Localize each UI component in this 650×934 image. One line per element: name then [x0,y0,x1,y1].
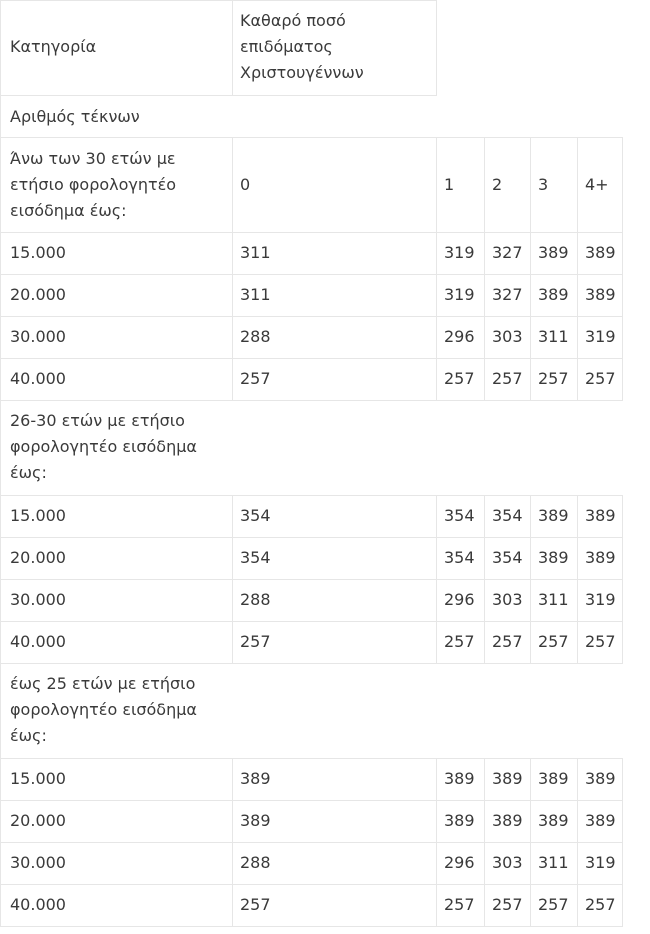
children-count: 3 [538,175,549,194]
value-cell: 389 [538,243,569,262]
income-cell: 40.000 [10,369,66,388]
value-cell: 389 [585,506,616,525]
income-cell: 15.000 [10,769,66,788]
value-cell: 303 [492,853,523,872]
group-label: 26-30 ετών με ετήσιο φορολογητέο εισόδημα έως: [10,411,197,482]
value-cell: 311 [538,590,569,609]
value-cell: 311 [240,243,271,262]
value-cell: 389 [585,811,616,830]
income-cell: 20.000 [10,548,66,567]
income-cell: 20.000 [10,811,66,830]
value-cell: 257 [240,369,271,388]
value-cell: 319 [585,327,616,346]
income-cell: 15.000 [10,506,66,525]
children-count: 4+ [585,175,609,194]
col-divider [232,137,233,400]
group-label: Άνω των 30 ετών με ετήσιο φορολογητέο εισόδημα έως: [10,149,177,220]
value-cell: 288 [240,327,271,346]
value-cell: 288 [240,853,271,872]
value-cell: 311 [538,327,569,346]
income-cell: 40.000 [10,632,66,651]
value-cell: 389 [585,769,616,788]
value-cell: 303 [492,590,523,609]
value-cell: 296 [444,853,475,872]
col-divider [232,758,233,927]
value-cell: 288 [240,590,271,609]
children-count-header: Αριθμός τέκνων [10,107,140,126]
value-cell: 257 [240,632,271,651]
value-cell: 257 [585,632,616,651]
category-header: Κατηγορία [10,37,97,56]
value-cell: 319 [585,853,616,872]
amount-header: Καθαρό ποσό επιδόματος Χριστουγέννων [240,11,364,82]
row-divider [0,95,437,96]
value-cell: 389 [538,548,569,567]
col-divider [622,758,623,927]
value-cell: 311 [240,285,271,304]
value-cell: 389 [538,285,569,304]
value-cell: 389 [444,811,475,830]
value-cell: 389 [538,769,569,788]
col-divider [577,495,578,663]
children-count: 0 [240,175,251,194]
value-cell: 296 [444,327,475,346]
value-cell: 303 [492,327,523,346]
value-cell: 389 [240,811,271,830]
col-divider [436,0,437,95]
col-divider [484,495,485,663]
value-cell: 354 [444,506,475,525]
col-divider [622,137,623,400]
value-cell: 257 [538,895,569,914]
col-divider [232,0,233,95]
value-cell: 389 [585,285,616,304]
value-cell: 257 [444,369,475,388]
value-cell: 257 [492,369,523,388]
col-divider [436,137,437,400]
value-cell: 257 [444,895,475,914]
children-count: 2 [492,175,503,194]
income-cell: 30.000 [10,327,66,346]
value-cell: 319 [444,285,475,304]
row-divider [0,0,437,1]
value-cell: 257 [492,632,523,651]
value-cell: 257 [585,369,616,388]
value-cell: 389 [538,811,569,830]
value-cell: 389 [538,506,569,525]
value-cell: 296 [444,590,475,609]
value-cell: 389 [240,769,271,788]
group-label: έως 25 ετών με ετήσιο φορολογητέο εισόδημα έως: [10,674,197,745]
value-cell: 354 [240,548,271,567]
col-divider [436,495,437,663]
col-divider [530,758,531,927]
value-cell: 389 [492,769,523,788]
col-divider [622,495,623,663]
col-divider [530,137,531,400]
row-divider [0,663,623,664]
col-divider [484,137,485,400]
income-cell: 15.000 [10,243,66,262]
value-cell: 389 [585,243,616,262]
col-divider [232,495,233,663]
children-count: 1 [444,175,455,194]
row-divider [0,400,623,401]
value-cell: 354 [240,506,271,525]
value-cell: 354 [444,548,475,567]
value-cell: 319 [585,590,616,609]
value-cell: 257 [444,632,475,651]
value-cell: 257 [538,369,569,388]
value-cell: 389 [585,548,616,567]
value-cell: 389 [492,811,523,830]
col-divider [436,758,437,927]
col-divider [0,0,1,927]
value-cell: 354 [492,506,523,525]
value-cell: 354 [492,548,523,567]
value-cell: 257 [240,895,271,914]
value-cell: 257 [538,632,569,651]
income-cell: 20.000 [10,285,66,304]
col-divider [577,137,578,400]
income-cell: 40.000 [10,895,66,914]
value-cell: 319 [444,243,475,262]
income-cell: 30.000 [10,590,66,609]
value-cell: 327 [492,285,523,304]
value-cell: 257 [492,895,523,914]
col-divider [577,758,578,927]
value-cell: 327 [492,243,523,262]
col-divider [484,758,485,927]
income-cell: 30.000 [10,853,66,872]
value-cell: 389 [444,769,475,788]
value-cell: 257 [585,895,616,914]
col-divider [530,495,531,663]
value-cell: 311 [538,853,569,872]
